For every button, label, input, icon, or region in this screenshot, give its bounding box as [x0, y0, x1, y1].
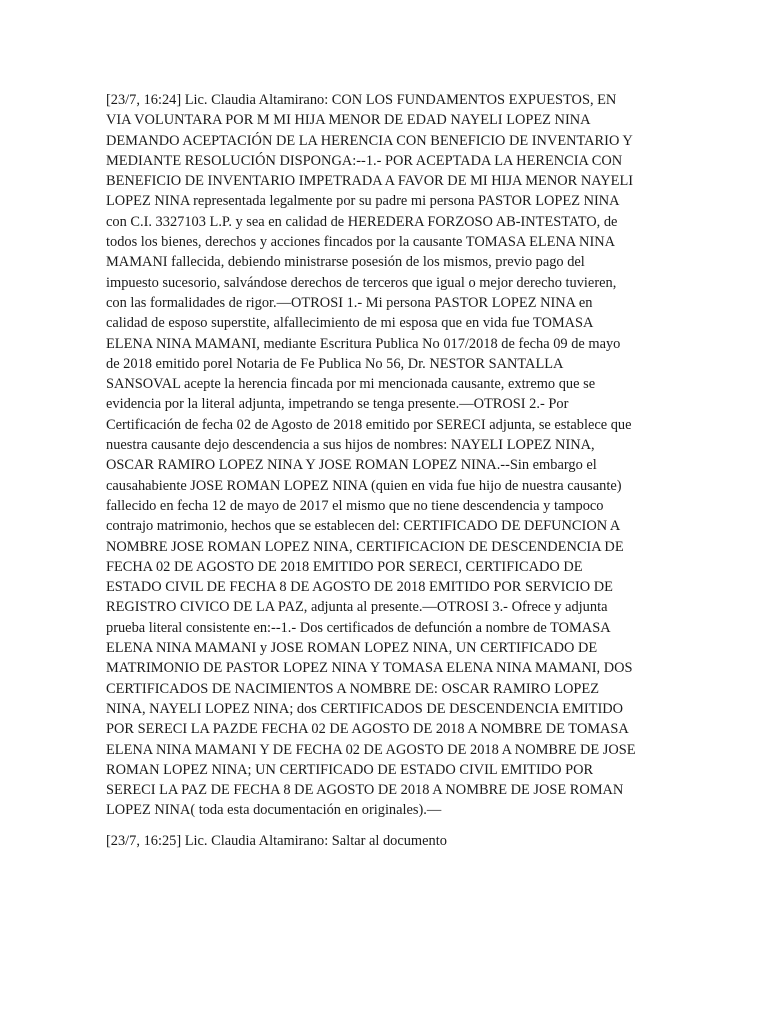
chat-transcript — [106, 90, 666, 861]
chat-message-jump-to-document: [23/7, 16:25] Lic. Claudia Altamirano: Saltar al documento — [106, 832, 447, 849]
chat-message-legal-text: [23/7, 16:24] Lic. Claudia Altamirano: CON LOS FUNDAMENTOS EXPUESTOS, EN VIA VOLUNTARA POR M MI HIJA MENOR DE EDAD NAYELI LOPEZ NINA DEMANDO ACEPTACIÓN DE LA HERENCIA CON BENEFICIO DE INVENTARIO Y MEDIANTE RESOLUCIÓN DISPONGA:--1.- POR ACEPTADA LA HERENCIA CON BENEFICIO DE INVENTARIO IMPETRADA A FAVOR DE MI HIJA MENOR NAYELI LOPEZ NINA representada legalmente por su padre mi persona PASTOR LOPEZ NINA con C.I. 3327103 L.P. y sea en calidad de HEREDERA FORZOSO AB-INTESTATO, de todos los bienes, derechos y acciones fincados por la causante TOMASA ELENA NINA MAMANI fallecida, debiendo ministrarse posesión de los mismos, previo pago del impuesto sucesorio, salvándose derechos de terceros que igual o mejor derecho tuvieren, con las formalidades de rigor.—OTROSI 1.- Mi persona PASTOR LOPEZ NINA en calidad de esposo superstite, alfallecimiento de mi esposa que en vida fue TOMASA ELENA NINA MAMANI, mediante Escritura Publica No 017/2018 de fecha 09 de mayo de 2018 emitido porel Notaria de Fe Publica No 56, Dr. NESTOR SANTALLA SANSOVAL acepte la herencia fincada por mi mencionada causante, extremo que se evidencia por la literal adjunta, impetrando se tenga presente.—OTROSI 2.- Por Certificación de fecha 02 de Agosto de 2018 emitido por SERECI adjunta, se establece que nuestra causante dejo descendencia a sus hijos de nombres: NAYELI LOPEZ NINA, OSCAR RAMIRO LOPEZ NINA Y JOSE ROMAN LOPEZ NINA.--Sin embargo el causahabiente JOSE ROMAN LOPEZ NINA (quien en vida fue hijo de nuestra causante) fallecido en fecha 12 de mayo de 2017 el mismo que no tiene descendencia y tampoco contrajo matrimonio, hechos que se establecen del: CERTIFICADO DE DEFUNCION A NOMBRE JOSE ROMAN LOPEZ NINA, CERTIFICACION DE DESCENDENCIA DE FECHA 02 DE AGOSTO DE 2018 EMITIDO POR SERECI, CERTIFICADO DE ESTADO CIVIL DE FECHA 8 DE AGOSTO DE 2018 EMITIDO POR SERVICIO DE REGISTRO CIVICO DE LA PAZ, adjunta al presente.—OTROSI 3.- Ofrece y adjunta prueba literal consistente en:--1.- Dos certificados de defunción a nombre de TOMASA ELENA NINA MAMANI y JOSE ROMAN LOPEZ NINA, UN CERTIFICADO DE MATRIMONIO DE PASTOR LOPEZ NINA Y TOMASA ELENA NINA MAMANI, DOS CERTIFICADOS DE NACIMIENTOS A NOMBRE DE: OSCAR RAMIRO LOPEZ NINA, NAYELI LOPEZ NINA; dos CERTIFICADOS DE DESCENDENCIA EMITIDO POR SERECI LA PAZDE FECHA 02 DE AGOSTO DE 2018 A NOMBRE DE TOMASA ELENA NINA MAMANI Y DE FECHA 02 DE AGOSTO DE 2018 A NOMBRE DE JOSE ROMAN LOPEZ NINA; UN CERTIFICADO DE ESTADO CIVIL EMITIDO POR SERECI LA PAZ DE FECHA 8 DE AGOSTO DE 2018 A NOMBRE DE JOSE ROMAN LOPEZ NINA( toda esta documentación en originales).— — [106, 92, 636, 819]
